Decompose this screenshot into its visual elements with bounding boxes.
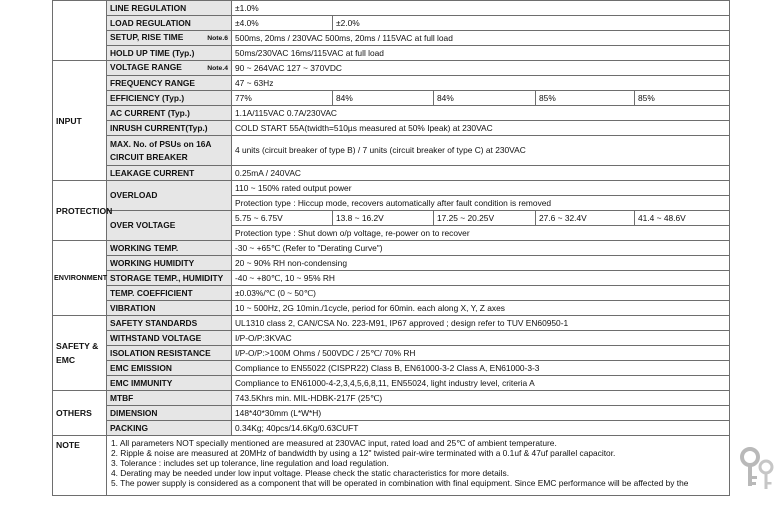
table-row [53,91,730,106]
param-label: FREQUENCY RANGE [107,76,232,91]
param-value: I/P-O/P:>100M Ohms / 500VDC / 25℃/ 70% RH [232,346,730,361]
table-row [53,391,730,406]
table-row [53,16,730,31]
param-value: -30 ~ +65℃ (Refer to "Derating Curve") [232,241,730,256]
param-value: 4 units (circuit breaker of type B) / 7 units (circuit breaker of type C) at 230VAC [232,136,730,166]
note-line: 3. Tolerance : includes set up tolerance, line regulation and load regulation. [111,458,389,468]
table-row [53,31,730,46]
param-label: LEAKAGE CURRENT [107,166,232,181]
table-row [53,421,730,436]
param-value: 10 ~ 500Hz, 2G 10min./1cycle, period for 60min. each along X, Y, Z axes [232,301,730,316]
param-label: VIBRATION [107,301,232,316]
note-line: 4. Derating may be needed under low input voltage. Please check the static characteristics for more details. [111,468,510,478]
param-value: 90 ~ 264VAC 127 ~ 370VDC [232,61,730,76]
table-row [53,256,730,271]
param-value: 47 ~ 63Hz [232,76,730,91]
param-value: 20 ~ 90% RH non-condensing [232,256,730,271]
category-label: PROTECTION [53,181,107,241]
param-label: DIMENSION [107,406,232,421]
param-label: HOLD UP TIME (Typ.) [107,46,232,61]
param-value: 50ms/230VAC 16ms/115VAC at full load [232,46,730,61]
param-value: 5.75 ~ 6.75V [232,211,333,226]
table-row [53,361,730,376]
param-value: ±4.0% [232,16,333,31]
param-value: 41.4 ~ 48.6V [635,211,730,226]
param-label [107,61,232,76]
param-value: 84% [434,91,536,106]
table-row [53,61,730,76]
note-line: 2. Ripple & noise are measured at 20MHz of bandwidth by using a 12" twisted pair-wire terminated with a 0.1uf & 47uf parallel capacitor. [111,448,616,458]
param-label: OVERLOAD [107,181,232,211]
table-row [53,241,730,256]
table-row [53,406,730,421]
category-output-cell [53,1,107,61]
spec-table [52,0,730,496]
param-value: 148*40*30mm (L*W*H) [232,406,730,421]
keys-icon [738,445,780,493]
param-value: 85% [635,91,730,106]
param-label: EMC EMISSION [107,361,232,376]
note-line: 5. The power supply is considered as a component that will be operated in combination with final equipment. Since EMC performance will be affected by the [111,478,689,488]
param-label: WITHSTAND VOLTAGE [107,331,232,346]
param-label: PACKING [107,421,232,436]
table-row [53,136,730,166]
param-label: OVER VOLTAGE [107,211,232,241]
param-label: EFFICIENCY (Typ.) [107,91,232,106]
table-row [53,286,730,301]
param-label: WORKING TEMP. [107,241,232,256]
notes-cell [107,436,730,496]
table-row [53,211,730,226]
table-row [53,331,730,346]
param-value: ±1.0% [232,1,730,16]
table-row [53,271,730,286]
param-label: INRUSH CURRENT(Typ.) [107,121,232,136]
param-label: STORAGE TEMP., HUMIDITY [107,271,232,286]
table-row [53,106,730,121]
category-label: OTHERS [53,391,107,436]
param-value: 500ms, 20ms / 230VAC 500ms, 20ms / 115VAC at full load [232,31,730,46]
table-row [53,316,730,331]
param-label [107,31,232,46]
param-label-text: SETUP, RISE TIME [110,32,184,42]
table-row [53,1,730,16]
param-label: LOAD REGULATION [107,16,232,31]
note-tag: Note.4 [207,65,228,72]
param-value: -40 ~ +80℃, 10 ~ 95% RH [232,271,730,286]
param-label: AC CURRENT (Typ.) [107,106,232,121]
param-label-text: VOLTAGE RANGE [110,62,182,72]
table-row [53,166,730,181]
table-row [53,436,730,496]
param-label: ISOLATION RESISTANCE [107,346,232,361]
param-value: UL1310 class 2, CAN/CSA No. 223-M91, IP67 approved ; design refer to TUV EN60950-1 [232,316,730,331]
param-value: 0.25mA / 240VAC [232,166,730,181]
param-label: EMC IMMUNITY [107,376,232,391]
param-value: 77% [232,91,333,106]
param-label: WORKING HUMIDITY [107,256,232,271]
param-value: ±0.03%/℃ (0 ~ 50℃) [232,286,730,301]
param-value: 13.8 ~ 16.2V [333,211,434,226]
param-value: I/P-O/P:3KVAC [232,331,730,346]
table-row [53,76,730,91]
param-value: Compliance to EN61000-4-2,3,4,5,6,8,11, EN55024, light industry level, criteria A [232,376,730,391]
param-label: MAX. No. of PSUs on 16A CIRCUIT BREAKER [107,136,232,166]
param-label: LINE REGULATION [107,1,232,16]
table-row [53,121,730,136]
table-row [53,346,730,361]
param-value: 17.25 ~ 20.25V [434,211,536,226]
param-value: Protection type : Hiccup mode, recovers automatically after fault condition is removed [232,196,730,211]
param-value: Protection type : Shut down o/p voltage, re-power on to recover [232,226,730,241]
category-label: ENVIRONMENT [53,241,107,316]
table-row [53,376,730,391]
note-tag: Note.6 [207,35,228,42]
note-line: 1. All parameters NOT specially mentioned are measured at 230VAC input, rated load and 25℃ of ambient temperature. [111,438,557,448]
param-value: 84% [333,91,434,106]
param-value: 85% [536,91,635,106]
param-value: ±2.0% [333,16,730,31]
table-row [53,46,730,61]
param-value: COLD START 55A(twidth=510µs measured at 50% Ipeak) at 230VAC [232,121,730,136]
category-label: INPUT [53,61,107,181]
param-label: TEMP. COEFFICIENT [107,286,232,301]
category-label: SAFETY & EMC [53,316,107,391]
param-value: 743.5Khrs min. MIL-HDBK-217F (25℃) [232,391,730,406]
param-value: 110 ~ 150% rated output power [232,181,730,196]
param-label: MTBF [107,391,232,406]
param-value: 1.1A/115VAC 0.7A/230VAC [232,106,730,121]
param-value: Compliance to EN55022 (CISPR22) Class B, EN61000-3-2 Class A, EN61000-3-3 [232,361,730,376]
note-label: NOTE [53,436,107,496]
param-value: 27.6 ~ 32.4V [536,211,635,226]
param-value: 0.34Kg; 40pcs/14.6Kg/0.63CUFT [232,421,730,436]
table-row [53,301,730,316]
table-row [53,181,730,196]
param-label: SAFETY STANDARDS [107,316,232,331]
